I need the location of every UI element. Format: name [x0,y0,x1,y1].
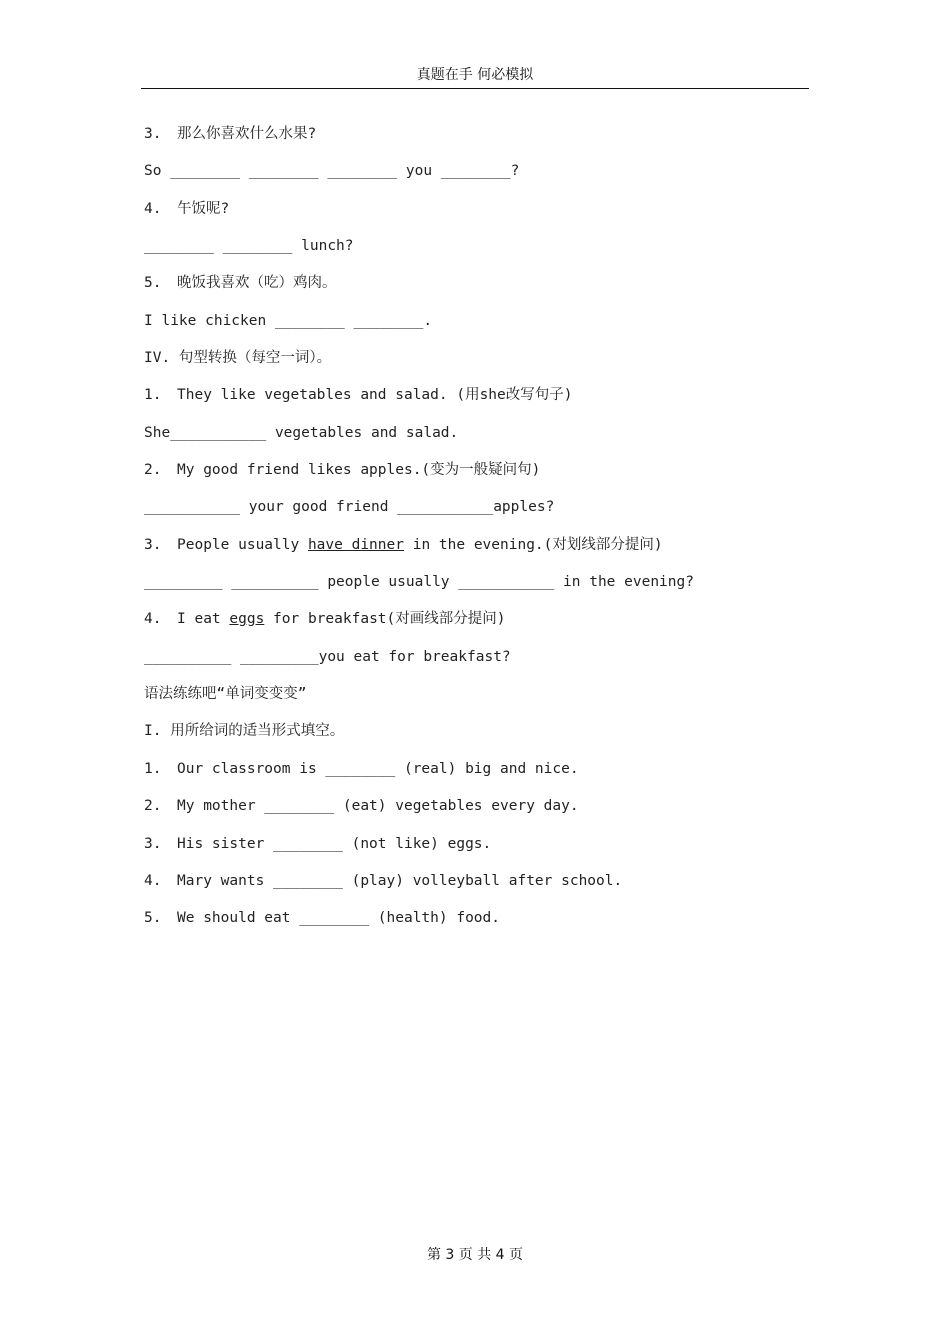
item-number: 4. [144,611,162,627]
question-text: We should eat ________ (health) food. [177,910,501,926]
section-title: 语法练练吧“单词变变变” [144,686,307,702]
question-line [144,385,573,405]
answer-line: She___________ vegetables and salad. [144,425,459,441]
question-text-pre: People usually [177,537,308,553]
answer-line: ___________ your good friend ___________apples? [144,499,555,515]
question-text: They like vegetables and salad. (用she改写句子) [177,387,573,403]
question-line [144,834,491,854]
answer-line: So ________ ________ ________ you ________? [144,163,520,179]
question-text: My mother ________ (eat) vegetables every day. [177,798,579,814]
answer-line: ________ ________ lunch? [144,238,354,254]
question-text-post: for breakfast(对画线部分提问) [264,611,506,627]
underlined-phrase: eggs [229,611,265,627]
item-number: 1. [144,387,162,403]
header-divider [141,88,809,89]
question-line [144,759,579,779]
question-line [144,124,316,144]
question-line [144,609,506,629]
question-text: 晚饭我喜欢（吃）鸡肉。 [177,275,337,291]
item-number: 5. [144,910,162,926]
question-line [144,535,663,555]
page-number: 第 3 页 共 4 页 [426,1247,524,1263]
section-heading: IV. 句型转换（每空一词）。 [144,350,332,366]
item-number: 3. [144,537,162,553]
question-text: Our classroom is ________ (real) big and nice. [177,761,579,777]
question-text-pre: I eat [177,611,230,627]
underlined-phrase: have dinner [307,537,404,553]
question-line [144,796,579,816]
question-line [144,199,229,219]
item-number: 4. [144,873,162,889]
question-line [144,460,540,480]
item-number: 4. [144,201,162,217]
question-line [144,871,622,891]
answer-line: __________ _________you eat for breakfast? [144,649,511,665]
page-header: 真题在手 何必模拟 [416,67,534,83]
question-line [144,908,500,928]
item-number: 5. [144,275,162,291]
section-heading: I. 用所给词的适当形式填空。 [144,723,345,739]
item-number: 3. [144,126,162,142]
question-line [144,273,337,293]
question-text: Mary wants ________ (play) volleyball after school. [177,873,623,889]
question-text: His sister ________ (not like) eggs. [177,836,492,852]
item-number: 2. [144,798,162,814]
item-number: 2. [144,462,162,478]
item-number: 3. [144,836,162,852]
question-text: My good friend likes apples.(变为一般疑问句) [177,462,541,478]
answer-line: _________ __________ people usually ___________ in the evening? [144,574,694,590]
question-text: 午饭呢? [177,201,230,217]
question-text: 那么你喜欢什么水果? [177,126,317,142]
question-text-post: in the evening.(对划线部分提问) [403,537,663,553]
answer-line: I like chicken ________ ________. [144,313,433,329]
item-number: 1. [144,761,162,777]
